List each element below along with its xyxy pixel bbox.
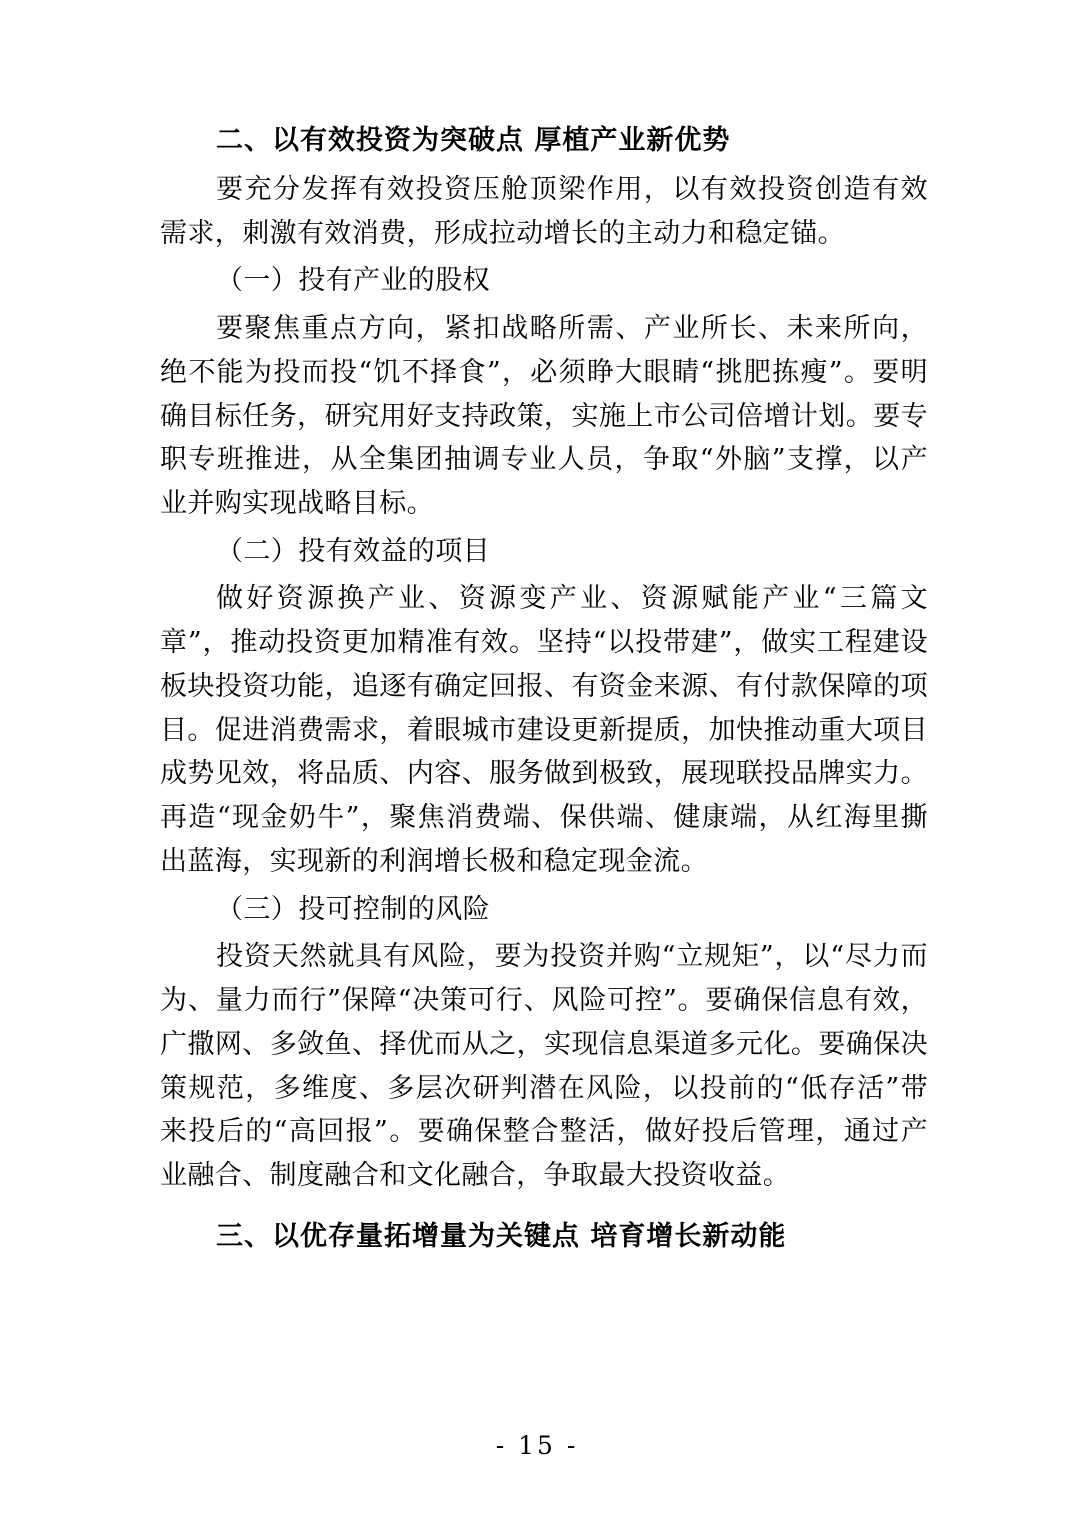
paragraph-one: 要聚焦重点方向，紧扣战略所需、产业所长、未来所向，绝不能为投而投“饥不择食”，必须睁大眼睛“挑肥拣瘦”。要明确目标任务，研究用好支持政策，实施上市公司倍增计划。要专职专班推进，从全集团抽调专业人员，争取“外脑”支撑，以产业并购实现战略目标。 (160, 313, 928, 519)
section-heading-three: 三、以优存量拓增量为关键点 培育增长新动能 (216, 1220, 787, 1252)
paragraph-intro: 要充分发挥有效投资压舱顶梁作用，以有效投资创造有效需求，刺激有效消费，形成拉动增长的主动力和稳定锚。 (160, 173, 928, 249)
paragraph-three: 投资天然就具有风险，要为投资并购“立规矩”，以“尽力而为、量力而行”保障“决策可行、风险可控”。要确保信息有效，广撒网、多敛鱼、择优而从之，实现信息渠道多元化。要确保决策规范，多维度、多层次研判潜在风险，以投前的“低存活”带来投后的“高回报”。要确保整合整活，做好投后管理，通过产业融合、制度融合和文化融合，争取最大投资收益。 (160, 941, 928, 1191)
subheading-one: （一）投有产业的股权 (216, 265, 490, 297)
paragraph-two: 做好资源换产业、资源变产业、资源赋能产业“三篇文章”，推动投资更加精准有效。坚持“以投带建”，做实工程建设板块投资功能，追逐有确定回报、有资金来源、有付款保障的项目。促进消费需求，着眼城市建设更新提质，加快推动重大项目成势见效，将品质、内容、服务做到极致，展现联投品牌实力。再造“现金奶牛”，聚焦消费端、保供端、健康端，从红海里撕出蓝海，实现新的利润增长极和稳定现金流。 (160, 583, 928, 877)
page-number: - 15 - (495, 1431, 579, 1460)
document-body (160, 120, 928, 1258)
subheading-three: （三）投可控制的风险 (216, 893, 490, 925)
section-heading-two: 二、以有效投资为突破点 厚植产业新优势 (216, 125, 731, 156)
subheading-two: （二）投有效益的项目 (216, 535, 490, 567)
